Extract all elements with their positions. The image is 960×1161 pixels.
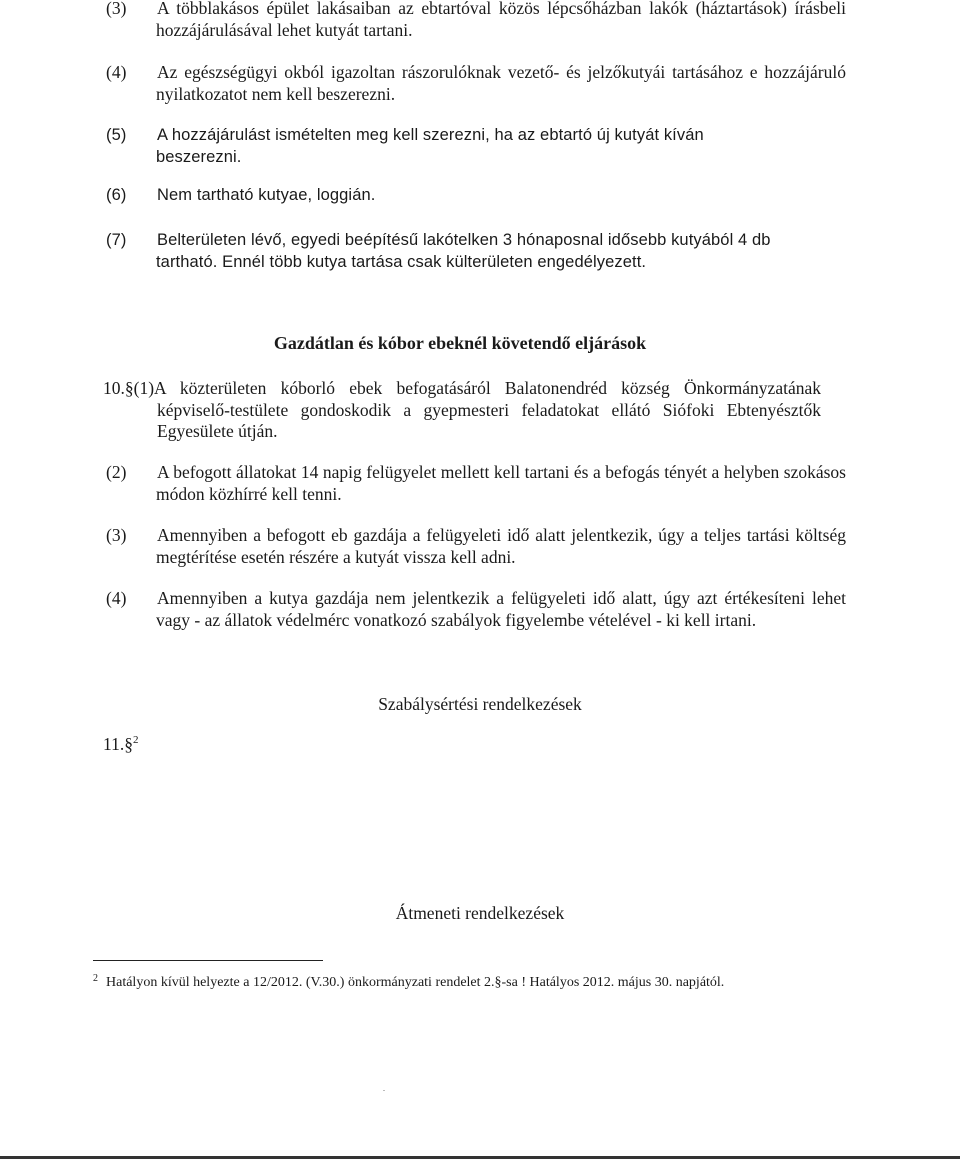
scan-edge-line (0, 1156, 960, 1159)
paragraph-6 (106, 185, 846, 207)
paragraph-text: A befogott állatokat 14 napig felügyelet mellett kell tartani és a befogás tényét a helyben szokásos módon közhírré kell tenni. (156, 462, 846, 504)
paragraph-text: Amennyiben a befogott eb gazdája a felügyeleti idő alatt jelentkezik, úgy a teljes tartási költség megtérítése esetén részére a kutyát vissza kell adni. (156, 525, 846, 567)
footnote-mark: 2 (93, 973, 98, 984)
footnote (93, 970, 724, 992)
section-11-number (103, 734, 138, 755)
paragraph-text: A hozzájárulást ismételten meg kell szerezni, ha az ebtartó új kutyát kíván beszerezni. (156, 126, 704, 166)
paragraph-3 (106, 0, 846, 41)
section-10-paragraph-1 (103, 378, 821, 443)
paragraph-text: közterületen kóborló ebek befogatásáról Balatonendréd község Önkormányzatának képviselő-testülete gondoskodik a gyepmesteri feladatokat ellátó Siófoki Ebtenyésztők Egyesülete útján. (157, 378, 821, 442)
paragraph-text: Nem tartható kutyae, loggián. (157, 186, 376, 204)
section-10-paragraph-4 (106, 588, 846, 631)
section-number-text: 11.§ (103, 734, 133, 754)
paragraph-text: Belterületen lévő, egyedi beépítésű lakótelken 3 hónaposnal idősebb kutyából 4 db tartható. Ennél több kutya tartása csak külterületen engedélyezett. (156, 231, 771, 271)
paragraph-number: (2) (106, 462, 127, 482)
footnote-rule (93, 960, 323, 961)
paragraph-number: (4) (106, 588, 127, 608)
footnote-text: Hatályon kívül helyezte a 12/2012. (V.30.) önkormányzati rendelet 2.§-sa ! Hatályos 2012. május 30. napjától. (106, 975, 725, 990)
transitional-heading: Átmeneti rendelkezések (395, 903, 565, 923)
section-10-paragraph-2 (106, 462, 846, 505)
paragraph-number: (3) (106, 525, 127, 545)
paragraph-text: A többlakásos épület lakásaiban az ebtartóval közös lépcsőházban lakók (háztartások) írásbeli hozzájárulásával lehet kutyát tartani. (156, 0, 846, 40)
section-11-heading: Szabálysértési rendelkezések (378, 694, 582, 714)
paragraph-7 (106, 230, 796, 273)
section-10-number: 10.§(1)A (103, 378, 166, 398)
paragraph-number: (6) (106, 186, 127, 204)
scan-artifact (383, 1090, 385, 1091)
paragraph-5 (106, 125, 756, 168)
section-10-heading: Gazdátlan és kóbor ebeknél követendő eljárások (273, 333, 647, 353)
section-10-paragraph-3 (106, 525, 846, 568)
paragraph-number: (7) (106, 231, 127, 249)
paragraph-number: (4) (106, 62, 127, 82)
paragraph-number: (3) (106, 0, 127, 18)
paragraph-text: Amennyiben a kutya gazdája nem jelentkezik a felügyeleti idő alatt, úgy azt értékesíteni lehet vagy - az állatok védelmérc vonatkozó szabályok figyelembe vételével - ki kell irtani. (156, 588, 846, 630)
paragraph-text: Az egészségügyi okból igazoltan rászorulóknak vezető- és jelzőkutyái tartásához e hozzájáruló nyilatkozatot nem kell beszerezni. (156, 62, 846, 104)
paragraph-4 (106, 62, 846, 105)
paragraph-number: (5) (106, 126, 127, 144)
footnote-reference: 2 (132, 734, 139, 746)
